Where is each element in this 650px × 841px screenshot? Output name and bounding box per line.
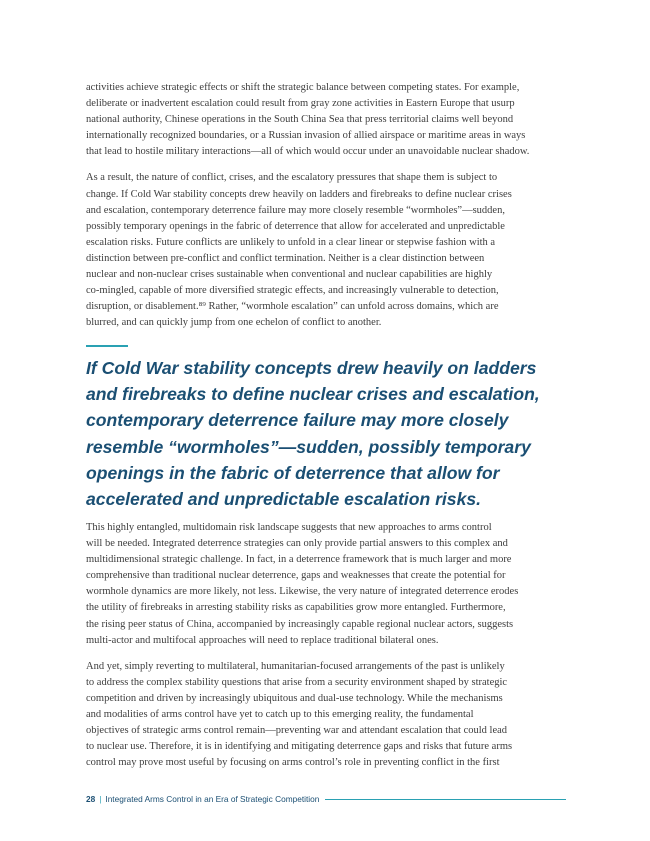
text-line: blurred, and can quickly jump from one echelon of conflict to another.	[86, 317, 382, 329]
text-line: disruption, or disablement.⁸⁹ Rather, “wormhole escalation” can unfold across domains, which are	[86, 301, 499, 313]
text-line: multidimensional strategic challenge. In fact, in a deterrence framework that is much larger and more	[86, 554, 512, 566]
pull-quote-line: contemporary deterrence failure may more closely	[86, 410, 509, 431]
pull-quote-accent-rule	[86, 345, 128, 347]
text-line: multi-actor and multifocal approaches will need to replace traditional bilateral ones.	[86, 634, 439, 646]
text-line: the utility of firebreaks in arresting stability risks as capabilities grow more entangled. Furthermore,	[86, 602, 506, 614]
text-line: control may prove most useful by focusing on arms control’s role in preventing conflict in the first	[86, 757, 500, 769]
text-line: deliberate or inadvertent escalation could result from gray zone activities in Eastern Europe that usurp	[86, 98, 515, 110]
page-footer	[86, 792, 566, 806]
text-line: internationally recognized boundaries, or a Russian invasion of allied airspace or maritime areas in ways	[86, 130, 526, 142]
footer-title: Integrated Arms Control in an Era of Strategic Competition	[105, 794, 320, 804]
pull-quote-line: openings in the fabric of deterrence that allow for	[86, 462, 500, 483]
pull-quote	[86, 355, 556, 512]
text-line: change. If Cold War stability concepts drew heavily on ladders and firebreaks to define nuclear crises	[86, 188, 512, 200]
pull-quote-line: resemble “wormholes”—sudden, possibly temporary	[86, 436, 531, 457]
page-number: 28	[86, 794, 96, 804]
text-line: national authority, Chinese operations in the South China Sea that press territorial claims well beyond	[86, 114, 514, 126]
text-line: competition and driven by increasingly ubiquitous and dual-use technology. While the mechanisms	[86, 692, 503, 704]
body-text-bottom	[86, 520, 566, 781]
paragraph	[86, 80, 566, 160]
body-text-top	[86, 80, 566, 341]
text-line: co-mingled, capable of more diversified strategic effects, and increasingly vulnerable to detection,	[86, 285, 499, 297]
footer-rule	[325, 799, 566, 800]
paragraph	[86, 520, 566, 649]
text-line: As a result, the nature of conflict, crises, and the escalatory pressures that shape them is subject to	[86, 172, 498, 184]
text-line: wormhole dynamics are more likely, not less. Likewise, the very nature of integrated deterrence erodes	[86, 586, 519, 598]
text-line: to address the complex stability questions that arise from a security environment shaped by strategic	[86, 676, 508, 688]
text-line: nuclear and non-nuclear crises sustainable when conventional and nuclear capabilities are highly	[86, 269, 493, 281]
pull-quote-line: If Cold War stability concepts drew heavily on ladders	[86, 358, 537, 378]
text-line: and escalation, contemporary deterrence failure may more closely resemble “wormholes”—sudden,	[86, 204, 505, 216]
text-line: to nuclear use. Therefore, it is in identifying and mitigating deterrence gaps and risks that future arms	[86, 741, 513, 753]
text-line: And yet, simply reverting to multilateral, humanitarian-focused arrangements of the past is unlikely	[86, 660, 505, 672]
text-line: and modalities of arms control have yet to catch up to this emerging reality, the fundamental	[86, 709, 474, 721]
footer-separator: |	[99, 794, 102, 804]
text-line: that lead to hostile military interactions—all of which would occur under an unavoidable nuclear shadow.	[86, 146, 530, 158]
paragraph	[86, 659, 566, 772]
text-line: objectives of strategic arms control remain—preventing war and attendant escalation that could lead	[86, 725, 508, 737]
pull-quote-line: accelerated and unpredictable escalation risks.	[86, 489, 482, 510]
pull-quote-line: and firebreaks to define nuclear crises and escalation,	[86, 384, 540, 405]
paragraph	[86, 170, 566, 331]
text-line: activities achieve strategic effects or shift the strategic balance between competing states. For example,	[86, 82, 520, 93]
text-line: the rising peer status of China, accompanied by increasingly capable regional nuclear actors, suggests	[86, 618, 514, 630]
text-line: possibly temporary openings in the fabric of deterrence that allow for accelerated and unpredictable	[86, 220, 505, 232]
text-line: distinction between pre-conflict and conflict termination. Neither is a clear distinction between	[86, 252, 485, 264]
text-line: escalation risks. Future conflicts are unlikely to unfold in a clear linear or stepwise fashion with a	[86, 236, 496, 248]
text-line: comprehensive than traditional nuclear deterrence, gaps and weaknesses that create the potential for	[86, 570, 506, 582]
text-line: This highly entangled, multidomain risk landscape suggests that new approaches to arms control	[86, 522, 492, 533]
text-line: will be needed. Integrated deterrence strategies can only provide partial answers to this complex and	[86, 538, 508, 550]
